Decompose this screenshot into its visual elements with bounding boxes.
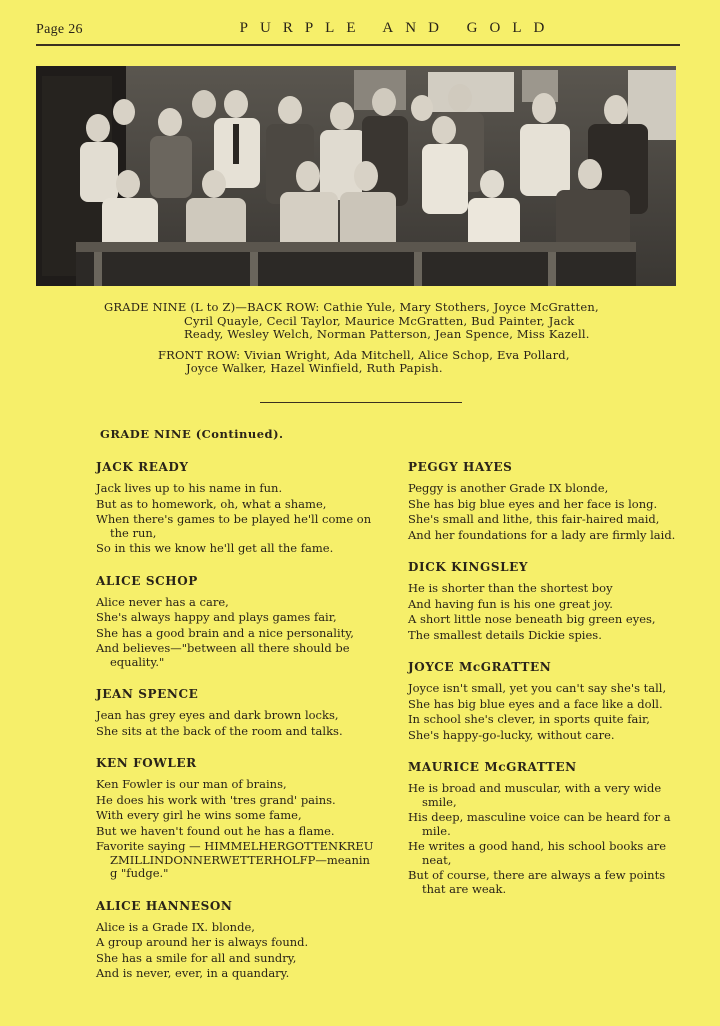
poem-title: KEN FOWLER bbox=[96, 756, 197, 770]
poem-line: Alice never has a care, bbox=[96, 594, 229, 609]
poem-title: DICK KINGSLEY bbox=[408, 560, 529, 574]
poem bbox=[408, 760, 688, 896]
poem-line: She has big blue eyes and her face is long. bbox=[408, 496, 658, 511]
page-header bbox=[36, 20, 680, 46]
running-title: PURPLE AND GOLD bbox=[239, 20, 557, 36]
right-column bbox=[408, 460, 688, 914]
poem-line: Joyce isn't small, yet you can't say she's tall, bbox=[408, 681, 667, 695]
poem-line: She has a good brain and a nice personality, bbox=[96, 625, 354, 640]
section-divider bbox=[260, 402, 462, 403]
poem-line: She sits at the back of the room and talks. bbox=[96, 723, 343, 738]
group-photo bbox=[36, 66, 676, 286]
poem bbox=[96, 756, 376, 881]
poem-line: A short little nose beneath big green eyes, bbox=[408, 612, 656, 626]
poem-line: And her foundations for a lady are firmly laid. bbox=[408, 527, 676, 542]
poem-line: His deep, masculine voice can be heard for a mile. bbox=[408, 810, 671, 838]
poem-line: But of course, there are always a few points that are weak. bbox=[408, 868, 666, 896]
poem-line: And is never, ever, in a quandary. bbox=[96, 966, 290, 980]
section-heading: GRADE NINE (Continued). bbox=[100, 427, 284, 441]
poem bbox=[96, 460, 376, 556]
poem-line: With every girl he wins some fame, bbox=[96, 808, 302, 822]
poem-line: Alice is a Grade IX. blonde, bbox=[96, 919, 255, 934]
poem-line: Jean has grey eyes and dark brown locks, bbox=[96, 708, 339, 722]
poem-line: The smallest details Dickie spies. bbox=[408, 627, 602, 642]
poem-line: In school she's clever, in sports quite fair, bbox=[408, 712, 650, 726]
poem-title: MAURICE McGRATTEN bbox=[408, 760, 577, 774]
poem-line: She's always happy and plays games fair, bbox=[96, 610, 337, 624]
poem-line: She has big blue eyes and a face like a doll. bbox=[408, 696, 663, 711]
poem-line: She's happy-go-lucky, without care. bbox=[408, 727, 615, 742]
poem bbox=[96, 574, 376, 670]
poem-title: JEAN SPENCE bbox=[96, 687, 199, 701]
poem-title: JOYCE McGRATTEN bbox=[408, 660, 552, 674]
poem bbox=[408, 460, 688, 542]
photo-caption bbox=[104, 301, 678, 383]
caption-front-row: FRONT ROW: Vivian Wright, Ada Mitchell, Alice Schop, Eva Pollard, Joyce Walker, Hazel Winfield, Ruth Papish. bbox=[158, 347, 570, 375]
poem-line: But as to homework, oh, what a shame, bbox=[96, 496, 327, 511]
poem-line: Jack lives up to his name in fun. bbox=[96, 481, 283, 495]
poem-line: He is broad and muscular, with a very wide smile, bbox=[408, 781, 662, 809]
poem-line: But we haven't found out he has a flame. bbox=[96, 823, 335, 838]
poem-title: ALICE HANNESON bbox=[96, 898, 233, 913]
poem-line: She's small and lithe, this fair-haired maid, bbox=[408, 512, 660, 526]
poem-line: Peggy is another Grade IX blonde, bbox=[408, 481, 609, 495]
poem bbox=[408, 660, 688, 742]
poem-line: When there's games to be played he'll come on the run, bbox=[96, 512, 372, 540]
poem bbox=[96, 687, 376, 738]
poem-line: So in this we know he'll get all the fame. bbox=[96, 541, 334, 555]
poem bbox=[96, 899, 376, 981]
poem-line: He writes a good hand, his school books are neat, bbox=[408, 839, 667, 867]
caption-back-row: GRADE NINE (L to Z)—BACK ROW: Cathie Yule, Mary Stothers, Joyce McGratten, Cyril Quayle, Cecil Taylor, Maurice McGratten, Bud Painter, Jack Ready, Wesley Welch, Norman Patterson, Jean Spence, Miss Kazell. bbox=[104, 300, 599, 341]
page-number: Page 26 bbox=[36, 22, 83, 37]
poem-line: She has a smile for all and sundry, bbox=[96, 950, 297, 965]
poem-line: Ken Fowler is our man of brains, bbox=[96, 777, 287, 791]
poem-line: And believes—"between all there should be equality." bbox=[96, 641, 350, 669]
group-photo-illustration bbox=[36, 66, 676, 286]
poem-title: PEGGY HAYES bbox=[408, 460, 513, 474]
poem-line: He does his work with 'tres grand' pains. bbox=[96, 792, 336, 807]
poem-title: JACK READY bbox=[96, 460, 189, 474]
poem-line: And having fun is his one great joy. bbox=[408, 596, 613, 611]
left-column bbox=[96, 460, 376, 999]
poem-title: ALICE SCHOP bbox=[96, 573, 198, 588]
poem-line: A group around her is always found. bbox=[96, 935, 309, 949]
poem-line: Favorite saying — HIMMELHERGOTTENKREUZMILLINDONNERWETTERHOLFP—meaning "fudge." bbox=[96, 839, 374, 880]
poem bbox=[408, 560, 688, 642]
poem-line: He is shorter than the shortest boy bbox=[408, 581, 613, 595]
